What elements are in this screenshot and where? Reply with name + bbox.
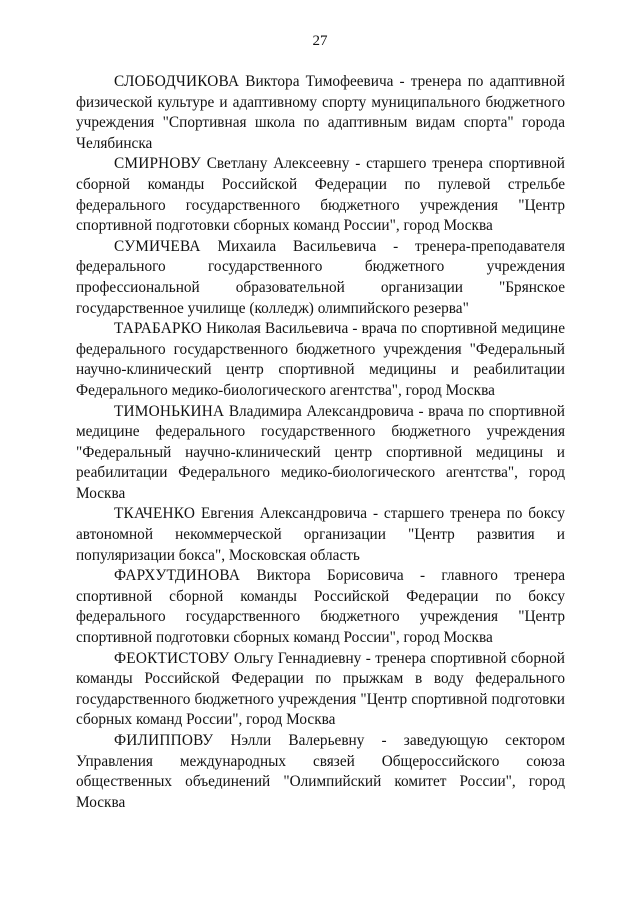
entry-surname: СУМИЧЕВА — [114, 237, 201, 255]
entry-text: Ольгу Геннадиевну - тренера спортивной сборной команды Российской Федерации по прыжкам в воду федерального государственного бюджетного учреждения "Центр спортивной подготовки сборных команд России", город Москва — [76, 649, 565, 729]
entry-surname: СМИРНОВУ — [114, 155, 201, 173]
award-entry — [76, 504, 565, 566]
award-entry — [76, 237, 565, 319]
entry-surname: ТИМОНЬКИНА — [114, 402, 225, 420]
entry-text: Михаила Васильевича - тренера-преподавателя федерального государственного бюджетного учреждения профессиональной образовательной организации "Брянское государственное училище (колледж) олимпийского резерва" — [76, 237, 565, 317]
entry-text: Виктора Борисовича - главного тренера спортивной сборной команды Российской Федерации по боксу федерального государственного бюджетного учреждения "Центр спортивной подготовки сборных команд России", город Москва — [76, 567, 565, 647]
award-entry — [76, 649, 565, 731]
award-entry — [76, 72, 565, 154]
entry-surname: ФАРХУТДИНОВА — [114, 567, 241, 585]
entry-surname: СЛОБОДЧИКОВА — [114, 73, 240, 90]
entry-surname: ТКАЧЕНКО — [114, 505, 196, 523]
award-entry — [76, 566, 565, 648]
entry-text: Владимира Александровича - врача по спортивной медицине федерального государственного бюджетного учреждения "Федеральный научно-клинический центр спортивной медицины и реабилитации Федерального медико-биологического агентства", город Москва — [76, 402, 565, 502]
entry-text: Николая Васильевича - врача по спортивной медицине федерального государственного бюджетного учреждения "Федеральный научно-клинический центр спортивной медицины и реабилитации Федерального медико-биологического агентства", город Москва — [76, 320, 565, 399]
award-entry — [76, 319, 565, 401]
award-entry — [76, 402, 565, 505]
award-entry — [76, 154, 565, 236]
entry-text: Евгения Александровича - старшего тренера по боксу автономной некоммерческой организации "Центр развития и популяризации бокса", Московская область — [76, 505, 565, 564]
entry-text: Светлану Алексеевну - старшего тренера спортивной сборной команды Российской Федерации по пулевой стрельбе федерального государственного бюджетного учреждения "Центр спортивной подготовки сборных команд России", город Москва — [76, 155, 565, 235]
entry-surname: ТАРАБАРКО — [114, 320, 203, 338]
entry-surname: ФИЛИППОВУ — [114, 732, 214, 749]
entry-text: Нэлли Валерьевну - заведующую сектором Управления международных связей Общероссийского союза общественных объединений "Олимпийский комитет России", город Москва — [76, 732, 565, 811]
document-body — [76, 72, 565, 813]
entry-text: Виктора Тимофеевича - тренера по адаптивной физической культуре и адаптивному спорту муниципального бюджетного учреждения "Спортивная школа по адаптивным видам спорта" города Челябинска — [76, 73, 565, 152]
award-entry — [76, 731, 565, 813]
entry-surname: ФЕОКТИСТОВУ — [114, 649, 230, 667]
page-number: 27 — [312, 33, 328, 49]
